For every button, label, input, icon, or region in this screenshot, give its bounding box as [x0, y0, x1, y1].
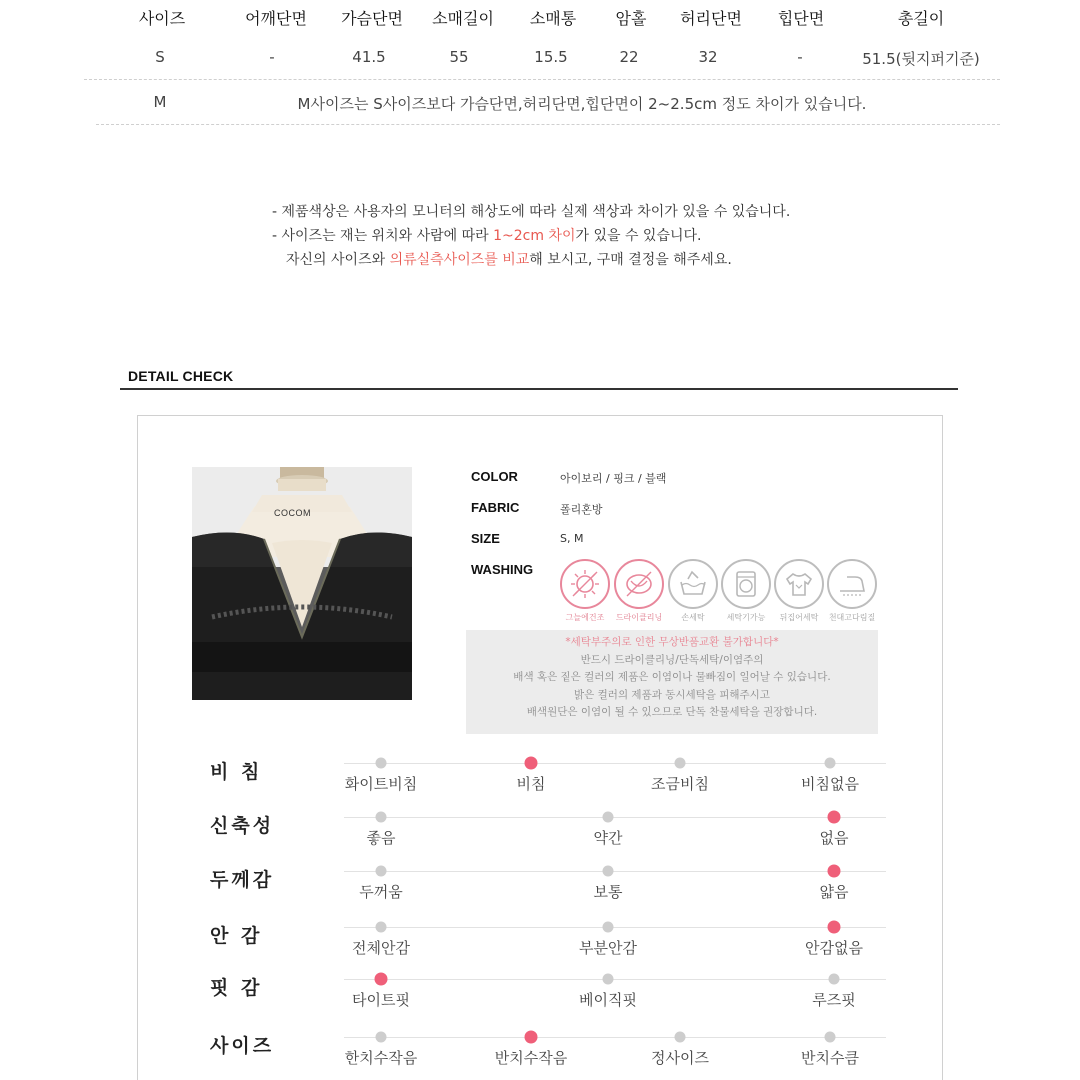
rating-option-label: 약간 — [593, 829, 623, 847]
rating-track — [344, 871, 886, 872]
washing-icon-item — [667, 559, 719, 623]
table-cell: - — [269, 48, 275, 66]
table-divider — [84, 79, 1000, 80]
header-total-length: 총길이 — [897, 9, 945, 28]
rating-dot — [829, 974, 840, 985]
washing-icon-item — [773, 559, 825, 623]
washing-icon-item — [826, 559, 878, 623]
rating-option-label: 비침 — [516, 775, 546, 793]
header-armhole: 암홀 — [615, 9, 647, 28]
rating-dot-selected — [525, 757, 538, 770]
rating-dot-selected — [828, 811, 841, 824]
rating-label: 두께감 — [210, 869, 275, 891]
washing-icon-label: 천대고다림질 — [828, 613, 876, 622]
rating-option-label: 없음 — [819, 829, 849, 847]
rating-dot — [603, 974, 614, 985]
size-notice — [272, 200, 790, 272]
washing-icon-item — [613, 559, 665, 623]
washing-icon-label: 그늘에건조 — [565, 613, 605, 622]
table-cell: - — [797, 48, 803, 66]
rating-dot — [675, 1032, 686, 1043]
header-sleeve-length: 소매길이 — [432, 9, 494, 28]
rating-option-label: 전체안감 — [352, 939, 410, 957]
rating-label: 비 침 — [210, 761, 263, 783]
table-cell: 51.5(뒷지퍼기준) — [862, 50, 980, 68]
notice-line — [272, 200, 790, 224]
washing-icon-item — [559, 559, 611, 623]
rating-option-label: 루즈핏 — [812, 991, 856, 1009]
iron-icon — [827, 559, 877, 609]
header-chest: 가슴단면 — [341, 9, 403, 28]
rating-dot — [376, 812, 387, 823]
rating-option-label: 한치수작음 — [344, 1049, 418, 1067]
table-cell: S — [155, 48, 165, 66]
rating-dot-selected — [375, 973, 388, 986]
rating-label: 사이즈 — [210, 1035, 275, 1057]
header-shoulder: 어깨단면 — [245, 9, 307, 28]
rating-dot-selected — [525, 1031, 538, 1044]
rating-dot — [603, 812, 614, 823]
rating-track — [344, 763, 886, 764]
dry-clean-icon — [614, 559, 664, 609]
notice-highlight: 의류실측사이즈를 비교 — [389, 252, 530, 268]
spec-value-color: 아이보리 / 핑크 / 블랙 — [560, 472, 667, 485]
table-cell: 15.5 — [534, 48, 568, 66]
washing-caution-box — [466, 630, 878, 734]
rating-label: 신축성 — [210, 815, 275, 837]
rating-dot — [825, 758, 836, 769]
rating-option-label: 반치수작음 — [494, 1049, 568, 1067]
rating-dot — [376, 1032, 387, 1043]
rating-dot — [376, 866, 387, 877]
detail-check-title: DETAIL CHECK — [128, 368, 234, 384]
spec-label-size: SIZE — [471, 531, 500, 546]
rating-dot — [825, 1032, 836, 1043]
rating-option-label: 안감없음 — [805, 939, 863, 957]
rating-option-label: 타이트핏 — [352, 991, 410, 1009]
notice-text: - 제품색상은 사용자의 모니터의 해상도에 따라 실제 색상과 차이가 있을 수 있습니다. — [272, 204, 791, 220]
notice-text: 해 보시고, 구매 결정을 해주세요. — [529, 252, 732, 268]
rating-track — [344, 927, 886, 928]
spec-value-fabric: 폴리혼방 — [560, 503, 603, 516]
rating-option-label: 두꺼움 — [359, 883, 403, 901]
size-row-s — [0, 48, 1080, 78]
spec-label-washing: WASHING — [471, 562, 534, 577]
caution-line: 반드시 드라이클리닝/단독세탁/이염주의 — [580, 653, 764, 666]
rating-dot — [675, 758, 686, 769]
rating-option-label: 비침없음 — [801, 775, 859, 793]
size-table-header — [0, 4, 1080, 34]
table-cell: 22 — [619, 48, 639, 66]
rating-option-label: 얇음 — [819, 883, 849, 901]
size-row-m — [0, 93, 1080, 123]
rating-option-label: 부분안감 — [579, 939, 637, 957]
caution-line: 배색원단은 이염이 될 수 있으므로 단독 찬물세탁을 권장합니다. — [526, 706, 818, 718]
rating-option-label: 조금비침 — [651, 775, 709, 793]
header-size: 사이즈 — [138, 9, 186, 28]
header-sleeve-width: 소매통 — [529, 9, 577, 28]
rating-dot — [376, 758, 387, 769]
caution-line: 배색 혹은 짙은 컬러의 제품은 이염이나 물빠짐이 일어날 수 있습니다. — [513, 671, 831, 683]
washing-icon-item — [720, 559, 772, 623]
table-cell: 32 — [698, 48, 718, 66]
spec-label-color: COLOR — [471, 469, 518, 484]
table-divider — [96, 124, 1000, 125]
section-divider — [120, 388, 958, 390]
rating-option-label: 좋음 — [366, 829, 396, 847]
rating-dot — [603, 866, 614, 877]
rating-track — [344, 817, 886, 818]
rating-option-label: 베이직핏 — [579, 991, 637, 1009]
washing-icon-label: 드라이클리닝 — [615, 613, 663, 622]
notice-text: 자신의 사이즈와 — [286, 252, 390, 268]
mannequin-illustration — [192, 467, 412, 700]
spec-label-fabric: FABRIC — [471, 500, 520, 515]
no-tumble-dry-icon — [560, 559, 610, 609]
rating-label: 핏 감 — [210, 977, 263, 999]
notice-text: - 사이즈는 재는 위치와 사람에 따라 — [272, 228, 494, 244]
rating-option-label: 화이트비침 — [344, 775, 418, 793]
rating-option-label: 반치수큼 — [801, 1049, 859, 1067]
notice-line — [272, 248, 790, 272]
rating-dot-selected — [828, 921, 841, 934]
header-hip: 힙단면 — [777, 9, 825, 28]
header-waist: 허리단면 — [680, 9, 742, 28]
rating-dot-selected — [828, 865, 841, 878]
tshirt-icon — [774, 559, 824, 609]
caution-line: 밝은 컬러의 제품과 동시세탁을 피해주시고 — [574, 688, 770, 701]
washing-icon-label: 뒤집어세탁 — [779, 613, 819, 622]
table-cell: M — [153, 93, 167, 111]
rating-track — [344, 979, 886, 980]
notice-highlight: 1~2cm 차이 — [493, 228, 576, 244]
table-cell: 55 — [449, 48, 469, 66]
spec-value-size: S, M — [560, 532, 584, 545]
caution-heading: *세탁부주의로 인한 무상반품교환 불가합니다* — [565, 636, 779, 648]
notice-line — [272, 224, 790, 248]
size-m-note: M사이즈는 S사이즈보다 가슴단면,허리단면,힙단면이 2~2.5cm 정도 차이가 있습니다. — [297, 95, 867, 113]
rating-option-label: 정사이즈 — [651, 1049, 709, 1067]
rating-dot — [603, 922, 614, 933]
washing-machine-icon — [721, 559, 771, 609]
rating-label: 안 감 — [210, 925, 263, 947]
washing-icon-label: 손세탁 — [681, 613, 705, 622]
hand-wash-icon — [668, 559, 718, 609]
product-photo — [192, 467, 412, 700]
mannequin-tag: COCOM — [274, 508, 311, 518]
rating-option-label: 보통 — [593, 883, 623, 901]
rating-dot — [376, 922, 387, 933]
washing-icon-label: 세탁기가능 — [726, 613, 766, 622]
rating-track — [344, 1037, 886, 1038]
notice-text: 가 있을 수 있습니다. — [575, 228, 702, 244]
table-cell: 41.5 — [352, 48, 386, 66]
